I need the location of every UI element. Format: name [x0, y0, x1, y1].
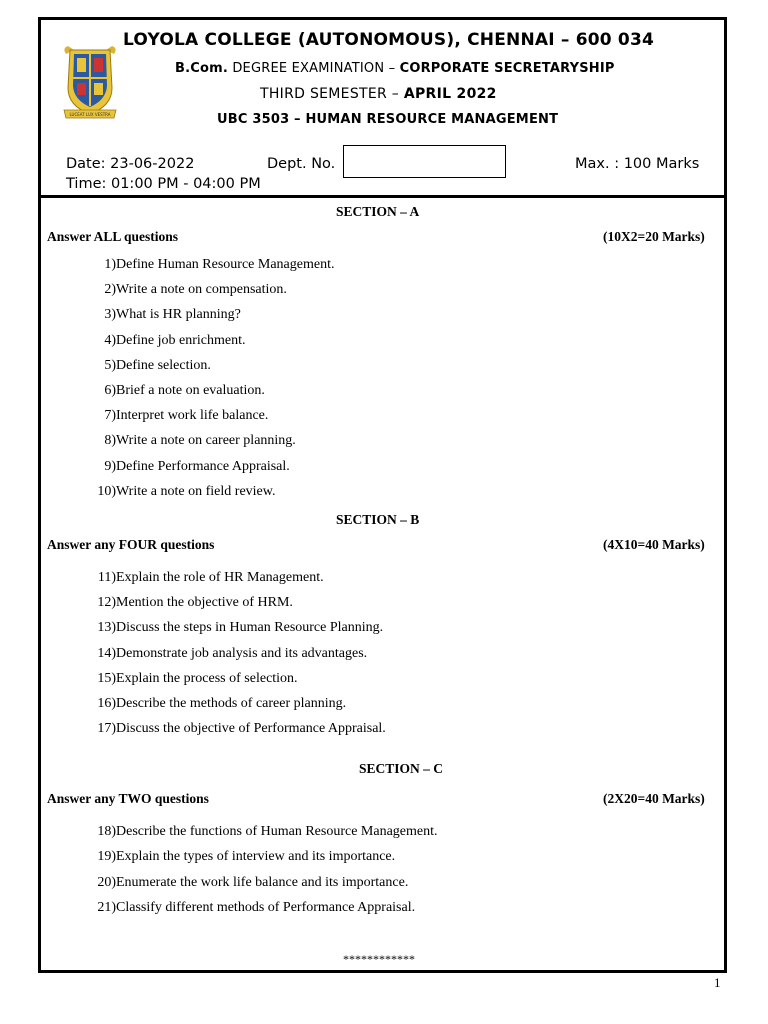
question-text: Discuss the objective of Performance Appraisal.: [116, 721, 386, 737]
college-title: LOYOLA COLLEGE (AUTONOMOUS), CHENNAI – 600 034: [123, 30, 655, 50]
section-c-marks: (2X20=40 Marks): [603, 791, 705, 806]
question-number: 13): [97, 620, 116, 636]
question-item: [90, 595, 293, 611]
question-number: 4): [104, 332, 116, 348]
section-b-marks: (4X10=40 Marks): [603, 537, 705, 552]
question-number: 6): [104, 383, 116, 398]
question-number: 18): [97, 824, 116, 839]
question-item: [90, 646, 367, 662]
question-text: Define Human Resource Management.: [116, 257, 335, 272]
question-text: Enumerate the work life balance and its importance.: [116, 874, 409, 890]
question-item: [90, 307, 241, 323]
end-stars: ************: [343, 952, 415, 966]
semester-line: [260, 86, 497, 102]
question-item: [90, 484, 275, 500]
question-item: [90, 620, 383, 636]
dept-no-label: Dept. No.: [267, 156, 336, 172]
question-item: [90, 824, 438, 840]
question-number: 11): [97, 570, 116, 585]
question-item: [90, 900, 415, 916]
section-a-title: SECTION – A: [336, 204, 420, 219]
degree-line: [175, 61, 615, 76]
question-number: 16): [97, 696, 116, 711]
section-a-marks: (10X2=20 Marks): [603, 229, 705, 244]
question-text: Discuss the steps in Human Resource Planning.: [116, 620, 384, 636]
degree-rest: DEGREE EXAMINATION –: [228, 61, 400, 76]
question-text: Explain the role of HR Management.: [116, 570, 324, 585]
header-divider: [38, 195, 727, 198]
question-item: [90, 875, 408, 891]
exam-date: Date: 23-06-2022: [66, 156, 195, 172]
question-item: [90, 433, 296, 449]
question-text: Write a note on career planning.: [116, 433, 296, 449]
question-text: Describe the functions of Human Resource Management.: [116, 824, 438, 839]
page-number: 1: [714, 975, 721, 990]
question-text: Demonstrate job analysis and its advantages.: [116, 645, 368, 661]
question-item: [90, 671, 298, 687]
question-item: [90, 358, 211, 374]
dept-no-box[interactable]: [343, 145, 506, 178]
section-b-instruction: Answer any FOUR questions: [47, 537, 215, 552]
question-item: [90, 282, 287, 298]
question-text: Write a note on field review.: [116, 483, 276, 499]
question-number: 17): [97, 721, 116, 737]
question-text: Define selection.: [116, 357, 211, 373]
question-text: What is HR planning?: [116, 307, 241, 323]
question-text: Define job enrichment.: [116, 332, 246, 348]
question-item: [90, 459, 290, 475]
max-marks: Max. : 100 Marks: [575, 156, 700, 172]
question-number: 7): [104, 408, 116, 424]
question-number: 15): [97, 670, 116, 686]
question-text: Mention the objective of HRM.: [116, 595, 293, 611]
question-number: 19): [97, 849, 116, 865]
question-number: 8): [104, 433, 116, 449]
semester-bold: APRIL 2022: [403, 86, 497, 102]
question-text: Explain the process of selection.: [116, 670, 298, 686]
question-number: 12): [97, 595, 116, 611]
question-item: [90, 849, 395, 865]
question-number: 1): [104, 257, 116, 272]
question-text: Describe the methods of career planning.: [116, 696, 347, 711]
question-text: Classify different methods of Performance Appraisal.: [116, 899, 416, 915]
question-item: [90, 333, 245, 349]
question-text: Write a note on compensation.: [116, 282, 287, 298]
question-text: Interpret work life balance.: [116, 408, 269, 424]
question-number: 10): [97, 483, 116, 499]
question-item: [90, 257, 334, 273]
question-text: Explain the types of interview and its importance.: [116, 849, 396, 865]
question-number: 9): [104, 458, 116, 474]
section-a-instruction: Answer ALL questions: [47, 229, 179, 244]
question-number: 3): [104, 307, 116, 323]
question-text: Brief a note on evaluation.: [116, 383, 265, 398]
question-item: [90, 570, 324, 586]
question-number: 14): [97, 645, 116, 661]
logo-motto: LUCEAT LUX VESTRA: [69, 112, 111, 117]
section-b-title: SECTION – B: [336, 512, 420, 527]
question-item: [90, 721, 386, 737]
question-item: [90, 408, 268, 424]
question-text: Define Performance Appraisal.: [116, 458, 290, 474]
degree-subject: CORPORATE SECRETARYSHIP: [399, 61, 615, 76]
question-item: [90, 696, 346, 712]
question-item: [90, 383, 265, 399]
course-title: UBC 3503 – HUMAN RESOURCE MANAGEMENT: [217, 112, 559, 127]
exam-time: Time: 01:00 PM - 04:00 PM: [66, 176, 261, 192]
section-c-instruction: Answer any TWO questions: [47, 791, 209, 806]
question-number: 2): [104, 282, 116, 298]
question-number: 21): [97, 899, 116, 915]
college-crest-logo: [60, 44, 120, 124]
semester-prefix: THIRD SEMESTER –: [260, 86, 404, 102]
section-c-title: SECTION – C: [359, 761, 444, 776]
degree-bold: B.Com.: [175, 61, 229, 76]
question-number: 20): [97, 874, 116, 890]
question-number: 5): [104, 357, 116, 373]
